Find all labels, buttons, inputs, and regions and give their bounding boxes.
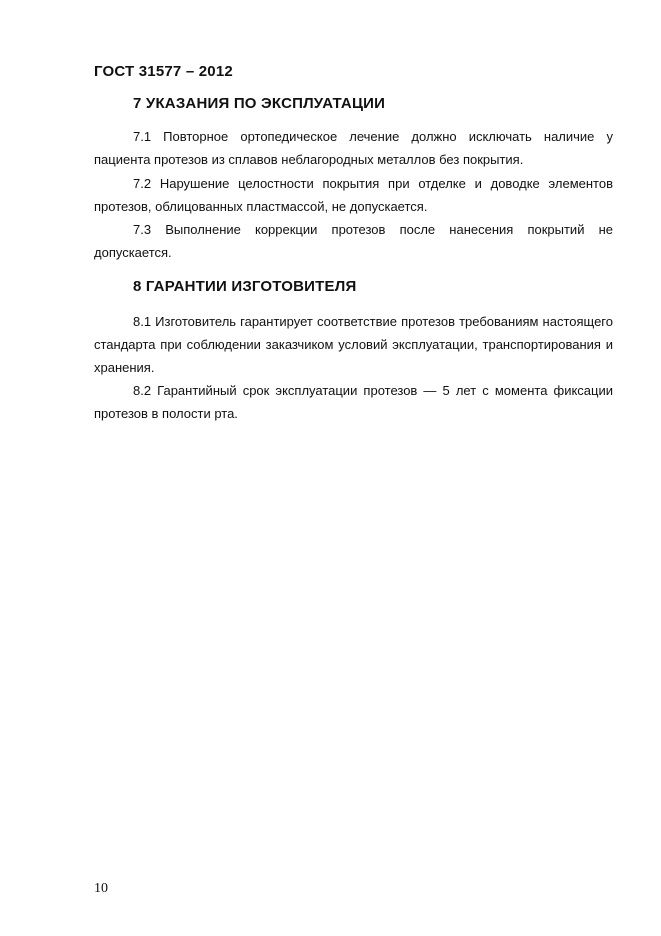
section-7-title: 7 УКАЗАНИЯ ПО ЭКСПЛУАТАЦИИ [133,95,386,112]
page-number: 10 [94,881,108,896]
section-8-title: 8 ГАРАНТИИ ИЗГОТОВИТЕЛЯ [133,278,357,295]
paragraph-7-2: 7.2 Нарушение целостности покрытия при отделке и доводке элементов протезов, облицованных пластмассой, не допускается. [94,176,613,214]
paragraph-7-3: 7.3 Выполнение коррекции протезов после нанесения покрытий не допускается. [94,222,613,260]
document-header: ГОСТ 31577 – 2012 [94,63,233,80]
paragraph-8-2: 8.2 Гарантийный срок эксплуатации протезов — 5 лет с момента фиксации протезов в полости рта. [94,383,613,421]
paragraph-7-1: 7.1 Повторное ортопедическое лечение должно исключать наличие у пациента протезов из сплавов неблагородных металлов без покрытия. [94,129,613,167]
paragraph-8-1: 8.1 Изготовитель гарантирует соответствие протезов требованиям настоящего стандарта при соблюдении заказчиком условий эксплуатации, транспортирования и хранения. [94,314,613,375]
